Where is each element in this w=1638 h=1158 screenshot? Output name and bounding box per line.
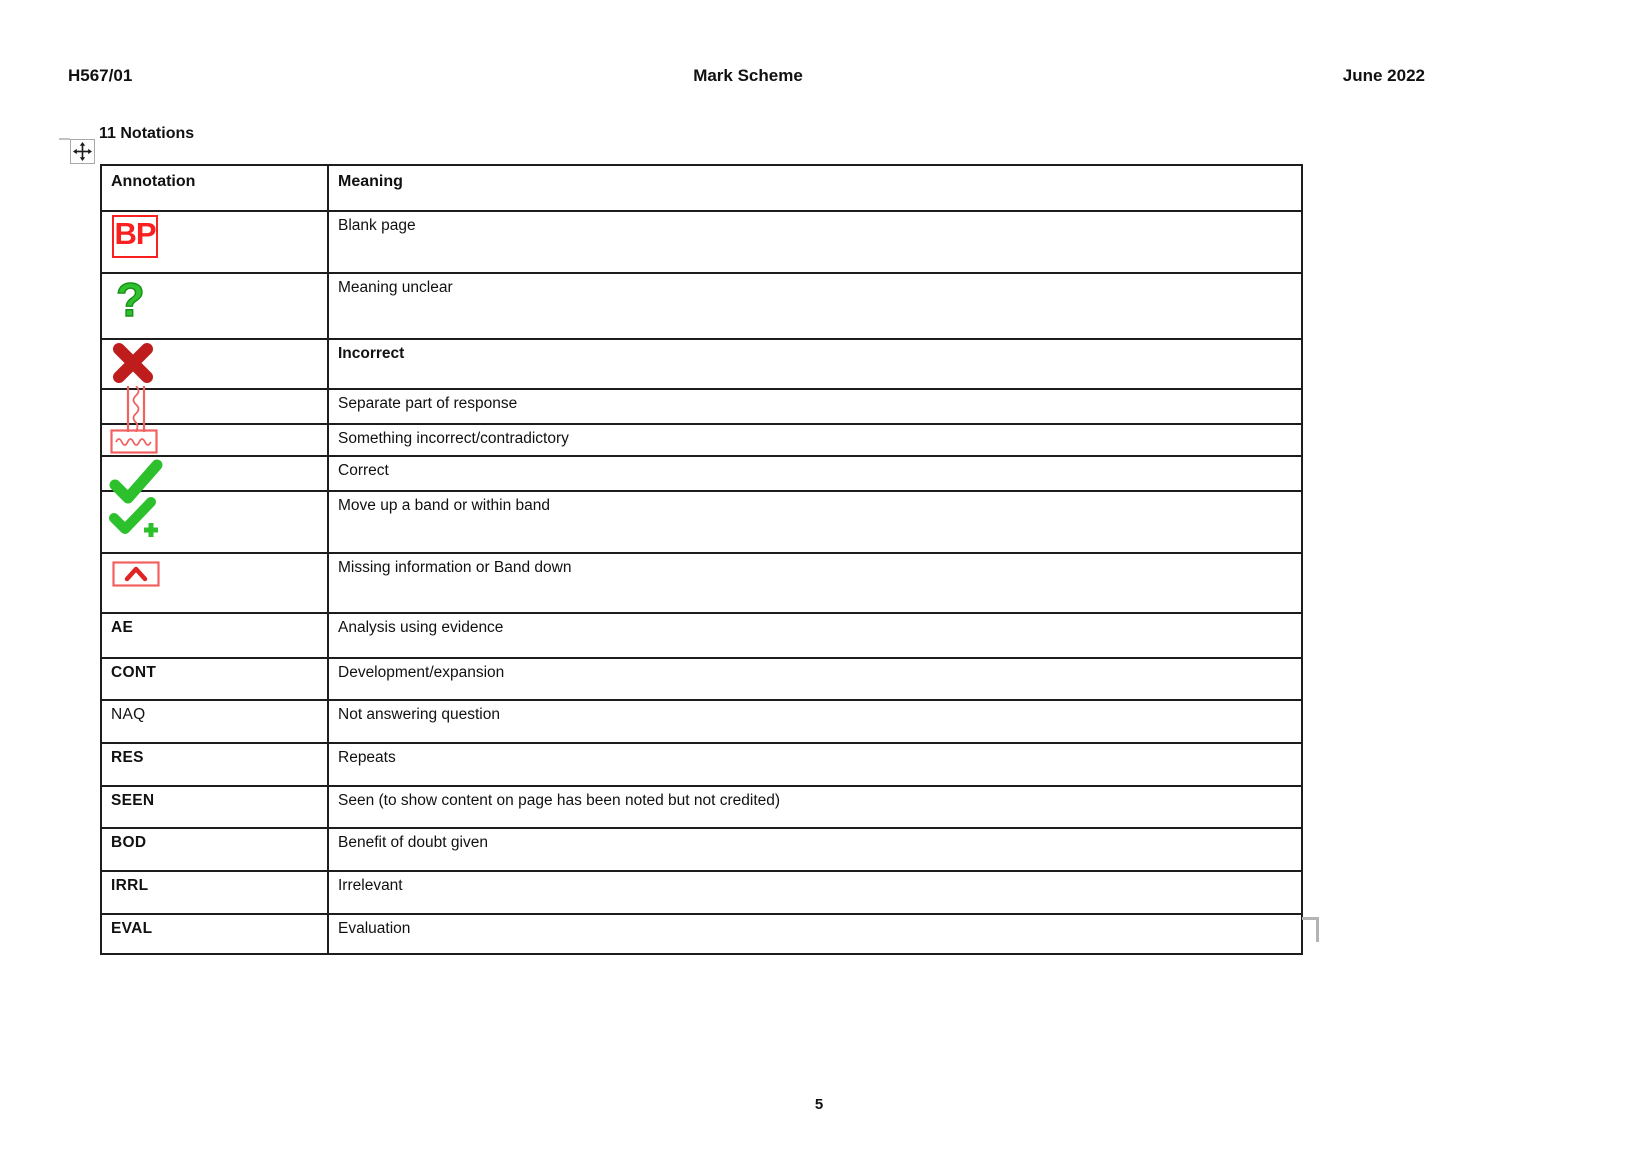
- page-header: [68, 66, 1568, 90]
- meaning-text: Irrelevant: [338, 877, 403, 894]
- table-row: [101, 339, 1302, 389]
- meaning-text: Analysis using evidence: [338, 619, 504, 636]
- table-row: [101, 828, 1302, 871]
- meaning-cell: [328, 389, 1302, 424]
- meaning-cell: [328, 743, 1302, 786]
- exam-code: H567/01: [68, 66, 133, 85]
- red-caret-boxed-icon: [112, 561, 160, 587]
- table-row: [101, 786, 1302, 828]
- annotation-cell: [101, 700, 328, 743]
- bp-boxed-icon: [112, 215, 158, 258]
- meaning-cell: [328, 456, 1302, 491]
- annotation-code: RES: [111, 749, 144, 766]
- annotation-cell: [101, 658, 328, 700]
- annotation-cell: [101, 786, 328, 828]
- table-row: [101, 456, 1302, 491]
- page-number: 5: [814, 1096, 824, 1113]
- resize-handle-right-bar: [1316, 917, 1319, 942]
- annotation-cell: [101, 339, 328, 389]
- meaning-cell: [328, 786, 1302, 828]
- meaning-cell: [328, 424, 1302, 456]
- annotation-cell: [101, 211, 328, 273]
- annotation-code: BOD: [111, 834, 147, 851]
- annotation-cell: [101, 389, 328, 424]
- meaning-cell: [328, 914, 1302, 954]
- annotation-cell: [101, 914, 328, 954]
- meaning-text: Missing information or Band down: [338, 559, 572, 576]
- red-wavy-underline-boxed-icon: [110, 429, 158, 454]
- table-move-handle[interactable]: [70, 139, 95, 164]
- meaning-column-header: Meaning: [328, 165, 1302, 211]
- meaning-cell: [328, 871, 1302, 914]
- annotation-code: SEEN: [111, 792, 155, 809]
- section-title: 11 Notations: [99, 125, 195, 142]
- annotation-cell: [101, 553, 328, 613]
- annotation-code: EVAL: [111, 920, 153, 937]
- ruler-tick: [59, 138, 70, 140]
- meaning-cell: [328, 658, 1302, 700]
- green-tick-plus-icon: [108, 497, 162, 541]
- meaning-text: Seen (to show content on page has been noted but not credited): [338, 792, 781, 809]
- table-row: [101, 211, 1302, 273]
- table-row: [101, 424, 1302, 456]
- red-cross-icon: [110, 341, 156, 385]
- meaning-text: Incorrect: [338, 345, 405, 362]
- meaning-text: Blank page: [338, 217, 416, 234]
- meaning-cell: [328, 491, 1302, 553]
- table-row: [101, 700, 1302, 743]
- table-row: [101, 389, 1302, 424]
- meaning-text: Move up a band or within band: [338, 497, 550, 514]
- meaning-text: Repeats: [338, 749, 396, 766]
- table-row: [101, 613, 1302, 658]
- meaning-text: Separate part of response: [338, 395, 518, 412]
- meaning-cell: [328, 273, 1302, 339]
- table-row: [101, 491, 1302, 553]
- table-row: [101, 658, 1302, 700]
- meaning-cell: [328, 211, 1302, 273]
- meaning-text: Evaluation: [338, 920, 411, 937]
- annotation-cell: [101, 743, 328, 786]
- meaning-text: Development/expansion: [338, 664, 505, 681]
- annotation-column-header: Annotation: [101, 165, 328, 211]
- meaning-text: Benefit of doubt given: [338, 834, 488, 851]
- move-arrows-icon: [73, 142, 92, 161]
- bp-code: BP: [114, 216, 156, 251]
- meaning-text: Not answering question: [338, 706, 500, 723]
- meaning-cell: [328, 553, 1302, 613]
- annotation-cell: [101, 491, 328, 553]
- annotation-cell: [101, 273, 328, 339]
- table-row: [101, 553, 1302, 613]
- meaning-cell: [328, 828, 1302, 871]
- meaning-text: Correct: [338, 462, 389, 479]
- annotation-code: IRRL: [111, 877, 149, 894]
- annotation-code: AE: [111, 619, 134, 636]
- table-row: [101, 743, 1302, 786]
- table-header-row: [101, 165, 1302, 211]
- meaning-text: Something incorrect/contradictory: [338, 430, 569, 447]
- notations-table: [100, 164, 1303, 955]
- annotation-cell: [101, 613, 328, 658]
- annotation-cell: [101, 828, 328, 871]
- meaning-cell: [328, 700, 1302, 743]
- meaning-text: Meaning unclear: [338, 279, 453, 296]
- annotation-code: CONT: [111, 664, 157, 681]
- annotation-cell: [101, 871, 328, 914]
- meaning-cell: [328, 613, 1302, 658]
- annotation-code: NAQ: [111, 706, 146, 723]
- table-row: [101, 871, 1302, 914]
- document-date: June 2022: [1342, 66, 1425, 85]
- table-row: [101, 273, 1302, 339]
- table-row: [101, 914, 1302, 954]
- annotation-cell: [101, 456, 328, 491]
- annotation-cell: [101, 424, 328, 456]
- meaning-cell: [328, 339, 1302, 389]
- green-question-mark-icon: ?: [116, 273, 145, 326]
- document-title: Mark Scheme: [693, 66, 803, 85]
- table-resize-handle[interactable]: [1302, 917, 1320, 943]
